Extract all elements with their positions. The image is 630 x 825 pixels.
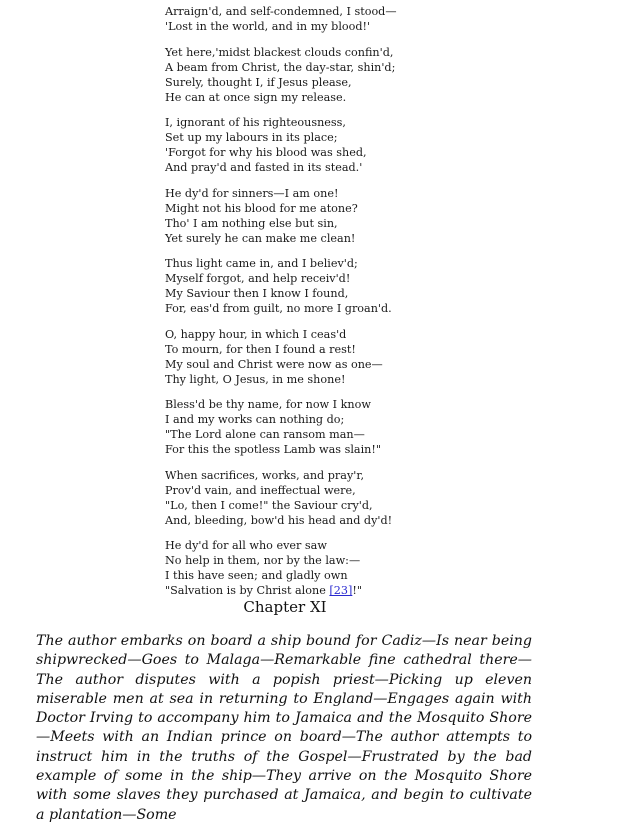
poem-line: 'Lost in the world, and in my blood!' bbox=[165, 20, 371, 33]
chapter-title: Chapter XI bbox=[243, 598, 327, 616]
poem-line: Tho' I am nothing else but sin, bbox=[165, 216, 338, 230]
poem-line: Yet surely he can make me clean! bbox=[165, 231, 356, 245]
poem-line: To mourn, for then I found a rest! bbox=[165, 342, 356, 356]
poem-text: "Salvation is by Christ alone bbox=[165, 584, 330, 597]
stanza bbox=[165, 115, 605, 175]
poem-line: He can at once sign my release. bbox=[165, 90, 347, 104]
poem-last-line bbox=[165, 583, 605, 598]
poem-line: Prov'd vain, and ineffectual were, bbox=[165, 483, 356, 497]
poem-line: No help in them, nor by the law:— bbox=[165, 554, 361, 567]
stanza bbox=[165, 4, 605, 34]
poem-line: O, happy hour, in which I ceas'd bbox=[165, 327, 347, 341]
poem-line: Bless'd be thy name, for now I know bbox=[165, 398, 371, 411]
poem-line: My soul and Christ were now as one— bbox=[165, 357, 383, 371]
poem-line: 'Forgot for why his blood was shed, bbox=[165, 146, 367, 159]
poem-line: And, bleeding, bow'd his head and dy'd! bbox=[165, 513, 393, 527]
poem-line: Might not his blood for me atone? bbox=[165, 201, 358, 215]
stanza bbox=[165, 45, 605, 105]
poem-line: Thy light, O Jesus, in me shone! bbox=[165, 372, 346, 386]
poem-line: I and my works can nothing do; bbox=[165, 413, 345, 426]
poem-line: My Saviour then I know I found, bbox=[165, 287, 349, 300]
poem-line: Thus light came in, and I believ'd; bbox=[165, 257, 358, 270]
stanza bbox=[165, 256, 605, 316]
poem-line: He dy'd for all who ever saw bbox=[165, 539, 327, 552]
poem-text: !" bbox=[352, 584, 363, 597]
poem-line: Yet here,'midst blackest clouds confin'd, bbox=[165, 45, 394, 59]
poem-line: When sacrifices, works, and pray'r, bbox=[165, 468, 365, 482]
poem-line: "The Lord alone can ransom man— bbox=[165, 428, 365, 441]
stanza bbox=[165, 186, 605, 246]
poem-line: Arraign'd, and self-condemned, I stood— bbox=[165, 5, 397, 18]
chapter-summary: The author embarks on board a ship bound for Cadiz—Is near being shipwrecked—Goes to Malaga—Remarkable fine cathedral there—The author disputes with a popish priest—Picking up eleven miserable men at sea in returning to England—Engages again with Doctor Irving to accompany him to Jamaica and the Mosquito Shore—Meets with an Indian prince on board—The author attempts to instruct him in the truths of the Gospel—Frustrated by the bad example of some in the ship—They arrive on the Mosquito Shore with some slaves they purchased at Jamaica, and begin to cultivate a plantation—Some bbox=[36, 633, 532, 823]
poem bbox=[165, 4, 605, 609]
poem-line: For this the spotless Lamb was slain!" bbox=[165, 443, 381, 456]
footnote-link[interactable]: [23] bbox=[329, 584, 353, 597]
poem-line: For, eas'd from guilt, no more I groan'd. bbox=[165, 302, 392, 315]
stanza bbox=[165, 397, 605, 457]
poem-line: He dy'd for sinners—I am one! bbox=[165, 186, 339, 200]
poem-line: And pray'd and fasted in its stead.' bbox=[165, 161, 363, 174]
stanza bbox=[165, 538, 605, 598]
poem-line: "Lo, then I come!" the Saviour cry'd, bbox=[165, 498, 373, 512]
poem-line: Set up my labours in its place; bbox=[165, 131, 338, 144]
poem-line: I, ignorant of his righteousness, bbox=[165, 116, 346, 129]
stanza bbox=[165, 468, 605, 528]
stanza bbox=[165, 327, 605, 387]
poem-line: I this have seen; and gladly own bbox=[165, 569, 348, 582]
poem-line: Surely, thought I, if Jesus please, bbox=[165, 75, 352, 89]
poem-line: Myself forgot, and help receiv'd! bbox=[165, 272, 351, 285]
poem-line: A beam from Christ, the day-star, shin'd; bbox=[165, 60, 396, 74]
